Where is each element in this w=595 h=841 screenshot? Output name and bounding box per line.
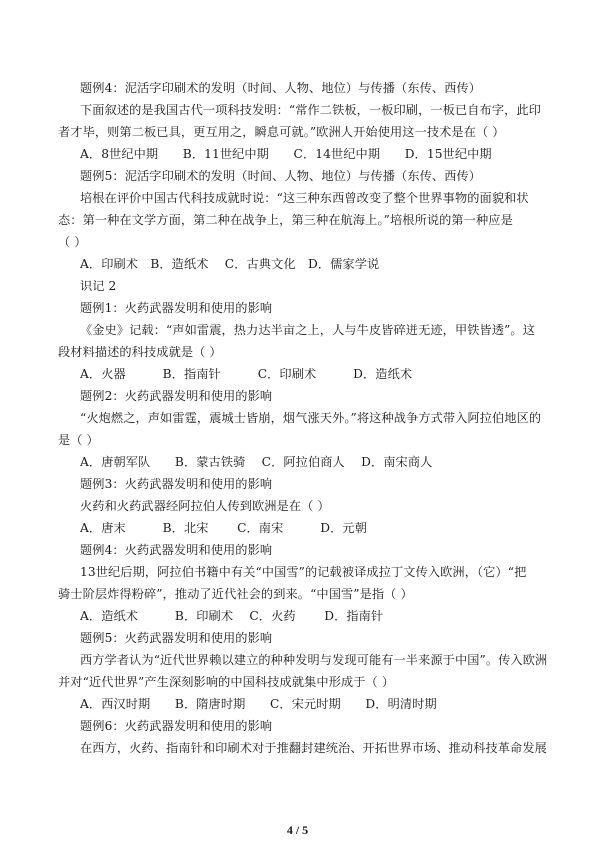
q5-options: A．印刷术 B．造纸术 C．古典文化 D．儒家学说: [80, 257, 380, 271]
g1-heading: 题例1：火药武器发明和使用的影响: [80, 301, 273, 315]
section-heading: 识记 2: [80, 279, 117, 293]
g4-stem-line-1: 13世纪后期，阿拉伯书籍中有关“中国雪”的记载被译成拉丁文传入欧洲，（它）“把: [80, 565, 527, 579]
g5-stem-line-2: 并对“近代世界”产生深刻影响的中国科技成就集中形成于（ ）: [58, 675, 395, 689]
q5-stem-line-1: 培根在评价中国古代科技成就时说：“这三种东西曾改变了整个世界事物的面貌和状: [80, 191, 529, 205]
g5-stem-line-1: 西方学者认为“近代世界赖以建立的种种发明与发现可能有一半来源于中国”。传入欧洲: [80, 653, 548, 667]
g1-stem-line-1: 《金史》记载：“声如雷震，热力达半亩之上，人与牛皮皆碎迸无迹，甲铁皆透”。这: [80, 323, 536, 337]
g1-options: A．火器 B．指南针 C．印刷术 D．造纸术: [80, 367, 413, 381]
q5-heading: 题例5：泥活字印刷术的发明（时间、人物、地位）与传播（东传、西传）: [80, 169, 482, 183]
g5-heading: 题例5：火药武器发明和使用的影响: [80, 631, 273, 645]
page-number: 4 / 5: [286, 823, 309, 837]
g2-heading: 题例2：火药武器发明和使用的影响: [80, 389, 273, 403]
g2-stem-line-2: 是（ ）: [58, 433, 99, 447]
g5-options: A．西汉时期 B．隋唐时期 C．宋元时期 D．明清时期: [80, 697, 437, 711]
q4-options: A．8世纪中期 B．11世纪中期 C．14世纪中期 D．15世纪中期: [80, 147, 492, 161]
g4-heading: 题例4：火药武器发明和使用的影响: [80, 543, 273, 557]
g4-options: A．造纸术 B．印刷术 C．火药 D．指南针: [80, 609, 384, 623]
q4-stem-line-1: 下面叙述的是我国古代一项科技发明：“常作二铁板，一板印刷，一板已自布字，此印: [80, 103, 541, 117]
q5-stem-line-2: 态：第一种在文学方面，第二种在战争上，第三种在航海上。”培根所说的第一种应是: [58, 213, 513, 227]
g6-heading: 题例6：火药武器发明和使用的影响: [80, 719, 273, 733]
q4-heading: 题例4：泥活字印刷术的发明（时间、人物、地位）与传播（东传、西传）: [80, 81, 482, 95]
g2-options: A．唐朝军队 B．蒙古铁骑 C．阿拉伯商人 D．南宋商人: [80, 455, 433, 469]
g2-stem-line-1: “火炮燃之，声如雷霆，震城士皆崩，烟气涨天外。”将这种战争方式带入阿拉伯地区的: [80, 411, 542, 425]
g3-options: A．唐末 B．北宋 C．南宋 D．元朝: [80, 521, 367, 535]
g3-stem: 火药和火药武器经阿拉伯人传到欧洲是在（ ）: [80, 499, 330, 513]
g6-stem-line-1: 在西方，火药、指南针和印刷术对于推翻封建统治、开拓世界市场、推动科技革命发展: [80, 741, 547, 755]
q5-stem-line-3: （ ）: [58, 235, 87, 249]
g3-heading: 题例3：火药武器发明和使用的影响: [80, 477, 273, 491]
g1-stem-line-2: 段材料描述的科技成就是（ ）: [58, 345, 222, 359]
g4-stem-line-2: 骑士阶层炸得粉碎”，推动了近代社会的到来。“中国雪”是指（ ）: [58, 587, 413, 601]
q4-stem-line-2: 者才毕，则第二板已具，更互用之，瞬息可就。”欧洲人开始使用这一技术是在（ ）: [58, 125, 505, 139]
